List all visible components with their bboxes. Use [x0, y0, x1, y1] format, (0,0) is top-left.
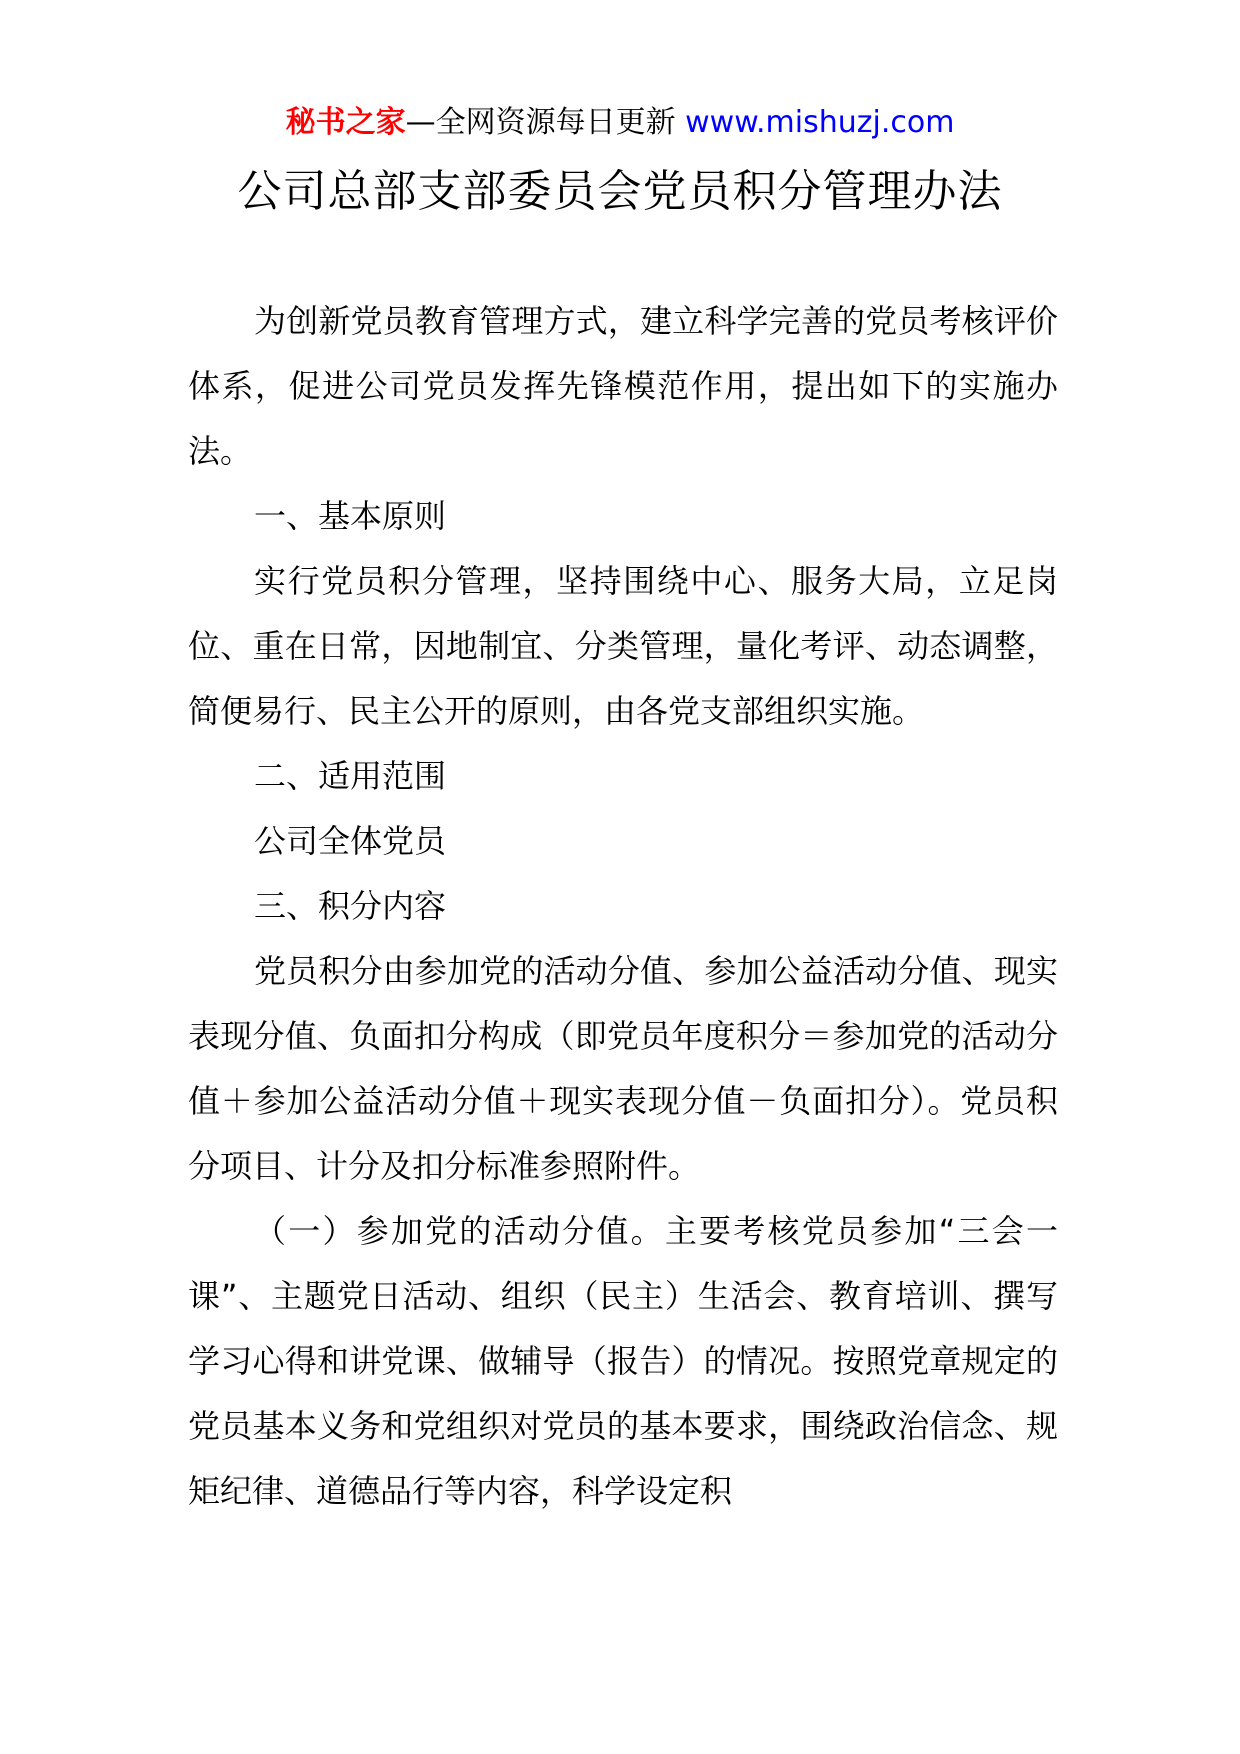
site-header	[0, 103, 1240, 143]
scope-paragraph: 公司全体党员	[254, 822, 447, 860]
document-body	[188, 289, 1058, 1524]
document-title: 公司总部支部委员会党员积分管理办法	[237, 166, 1003, 217]
section-heading-principles: 一、基本原则	[254, 497, 447, 535]
content-paragraph: 党员积分由参加党的活动分值、参加公益活动分值、现实表现分值、负面扣分构成（即党员年度积分＝参加党的活动分值＋参加公益活动分值＋现实表现分值－负面扣分）。党员积分项目、计分及扣分标准参照附件。	[188, 952, 1058, 1185]
site-url-link[interactable]: www.mishuzj.com	[685, 105, 955, 140]
section-heading-content: 三、积分内容	[254, 887, 447, 925]
brand-name: 秘书之家	[285, 105, 406, 140]
party-activity-paragraph: （一）参加党的活动分值。主要考核党员参加“三会一课”、主题党日活动、组织（民主）生活会、教育培训、撰写学习心得和讲党课、做辅导（报告）的情况。按照党章规定的党员基本义务和党组织对党员的基本要求，围绕政治信念、规矩纪律、道德品行等内容，科学设定积	[188, 1212, 1058, 1510]
header-slogan: —全网资源每日更新	[405, 105, 676, 140]
section-heading-scope: 二、适用范围	[254, 757, 447, 795]
intro-paragraph: 为创新党员教育管理方式，建立科学完善的党员考核评价体系，促进公司党员发挥先锋模范作用，提出如下的实施办法。	[188, 302, 1058, 470]
principles-paragraph: 实行党员积分管理，坚持围绕中心、服务大局，立足岗位、重在日常，因地制宜、分类管理，量化考评、动态调整，简便易行、民主公开的原则，由各党支部组织实施。	[188, 562, 1058, 730]
